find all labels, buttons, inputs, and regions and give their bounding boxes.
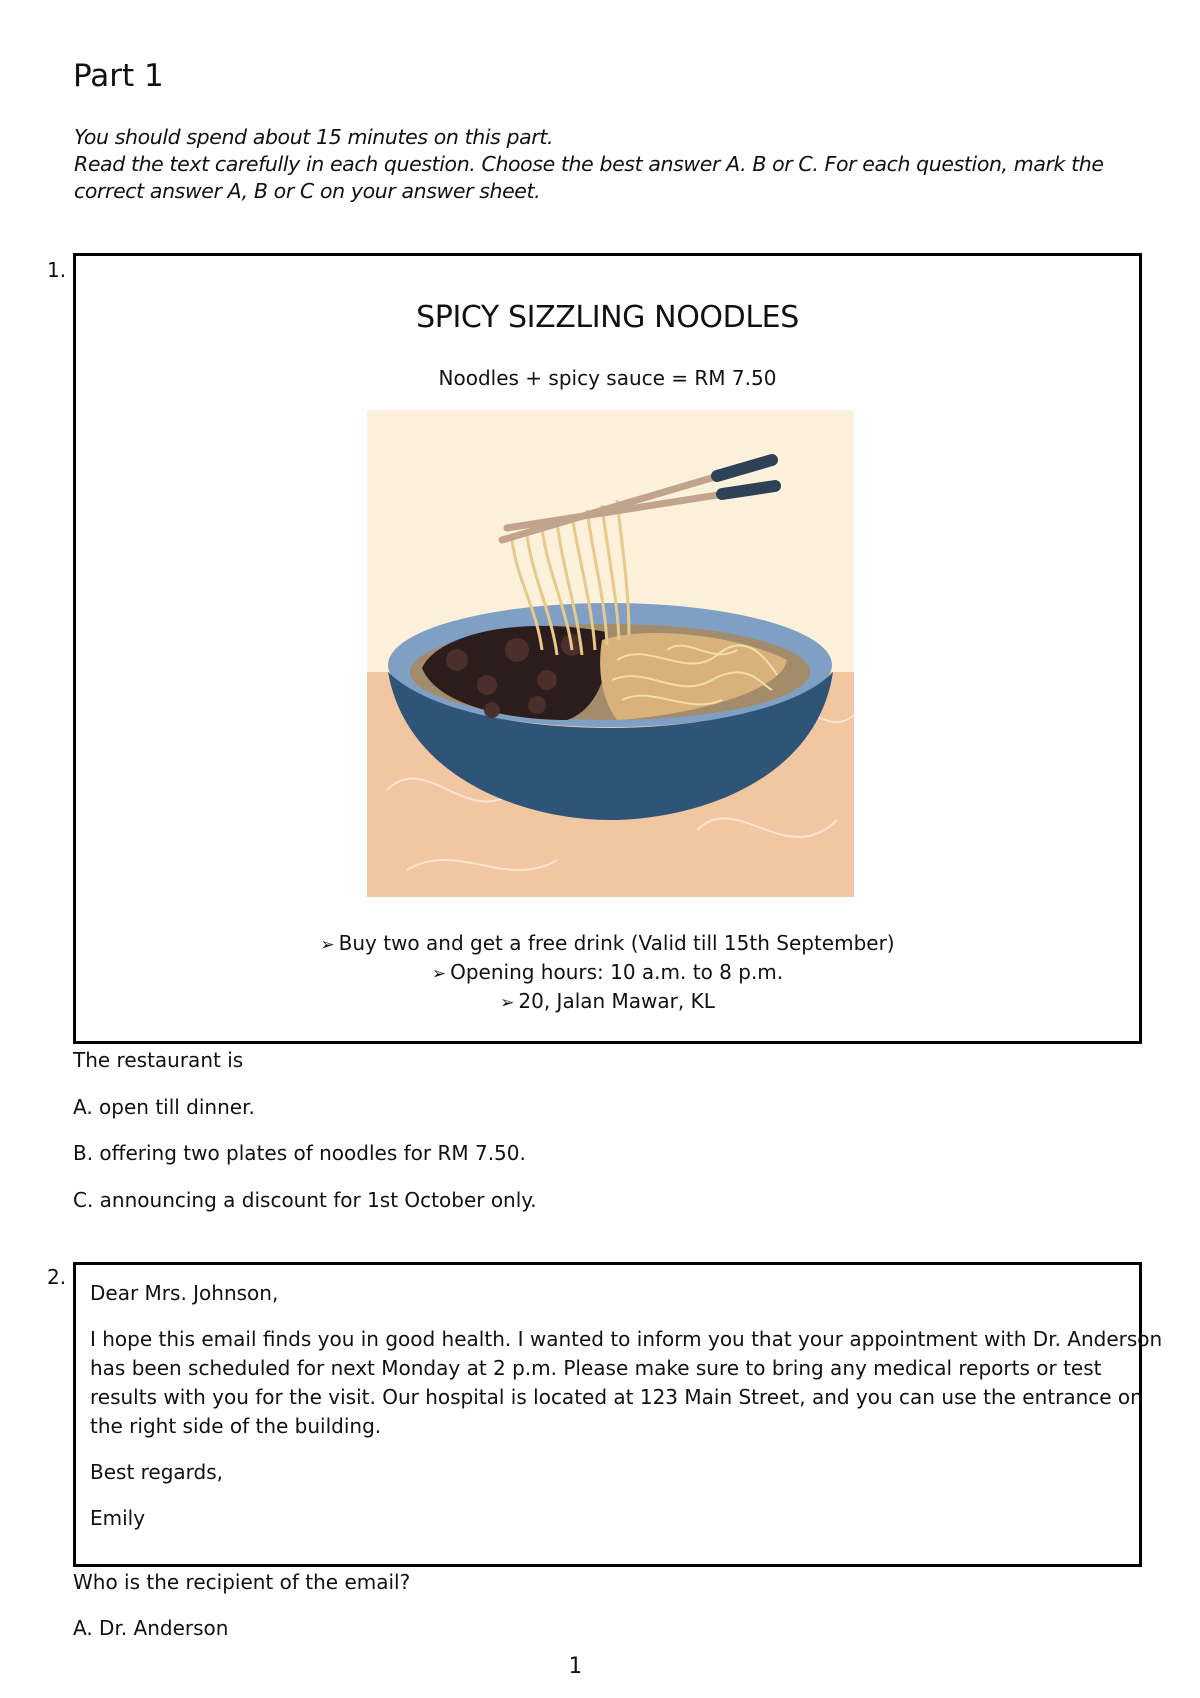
- question-2-email: [73, 1262, 1163, 1567]
- page-number: 1: [568, 1654, 582, 1679]
- arrow-bullet-icon: ➢: [320, 935, 335, 955]
- question-1-option-b[interactable]: B. offering two plates of noodles for RM 7.50.: [73, 1141, 526, 1165]
- instructions: [74, 124, 1104, 205]
- ad-detail-line: ➢ Opening hours: 10 a.m. to 8 p.m.: [431, 960, 784, 984]
- email-closing: Best regards,: [90, 1460, 224, 1484]
- ad-detail-line: ➢ 20, Jalan Mawar, KL: [500, 989, 715, 1013]
- ad-title: SPICY SIZZLING NOODLES: [416, 300, 799, 335]
- question-1-number: 1.: [47, 258, 67, 282]
- ad-details: [76, 930, 1139, 1017]
- ad-detail-line: ➢ Buy two and get a free drink (Valid till 15th September): [320, 931, 895, 955]
- part-title: Part 1: [73, 58, 164, 94]
- email-text: [90, 1279, 1163, 1550]
- question-2-stem: Who is the recipient of the email?: [73, 1570, 411, 1594]
- instruction-line-1: You should spend about 15 minutes on this part.: [74, 125, 554, 149]
- noodle-bowl-illustration: [367, 410, 854, 897]
- question-2-number: 2.: [47, 1265, 67, 1289]
- instruction-line-3: correct answer A, B or C on your answer sheet.: [74, 179, 541, 203]
- question-1-advertisement: [73, 253, 1142, 1044]
- ad-subtitle: Noodles + spicy sauce = RM 7.50: [438, 366, 777, 390]
- question-2-option-a[interactable]: A. Dr. Anderson: [73, 1616, 229, 1640]
- email-signature: Emily: [90, 1506, 146, 1530]
- question-1-option-a[interactable]: A. open till dinner.: [73, 1095, 255, 1119]
- arrow-bullet-icon: ➢: [431, 964, 447, 984]
- instruction-line-2: Read the text carefully in each question. Choose the best answer A. B or C. For each question, mark the: [74, 152, 1104, 176]
- email-body: I hope this email finds you in good health. I wanted to inform you that your appointment with Dr. Anderson has been scheduled for next Monday at 2 p.m. Please make sure to bring any medical reports or test results with you for the visit. Our hospital is located at 123 Main Street, and you can use the entrance on the right side of the building.: [90, 1327, 1163, 1438]
- arrow-bullet-icon: ➢: [500, 993, 515, 1013]
- question-1-option-c[interactable]: C. announcing a discount for 1st October only.: [73, 1188, 537, 1212]
- question-1-stem: The restaurant is: [73, 1048, 244, 1072]
- email-greeting: Dear Mrs. Johnson,: [90, 1281, 279, 1305]
